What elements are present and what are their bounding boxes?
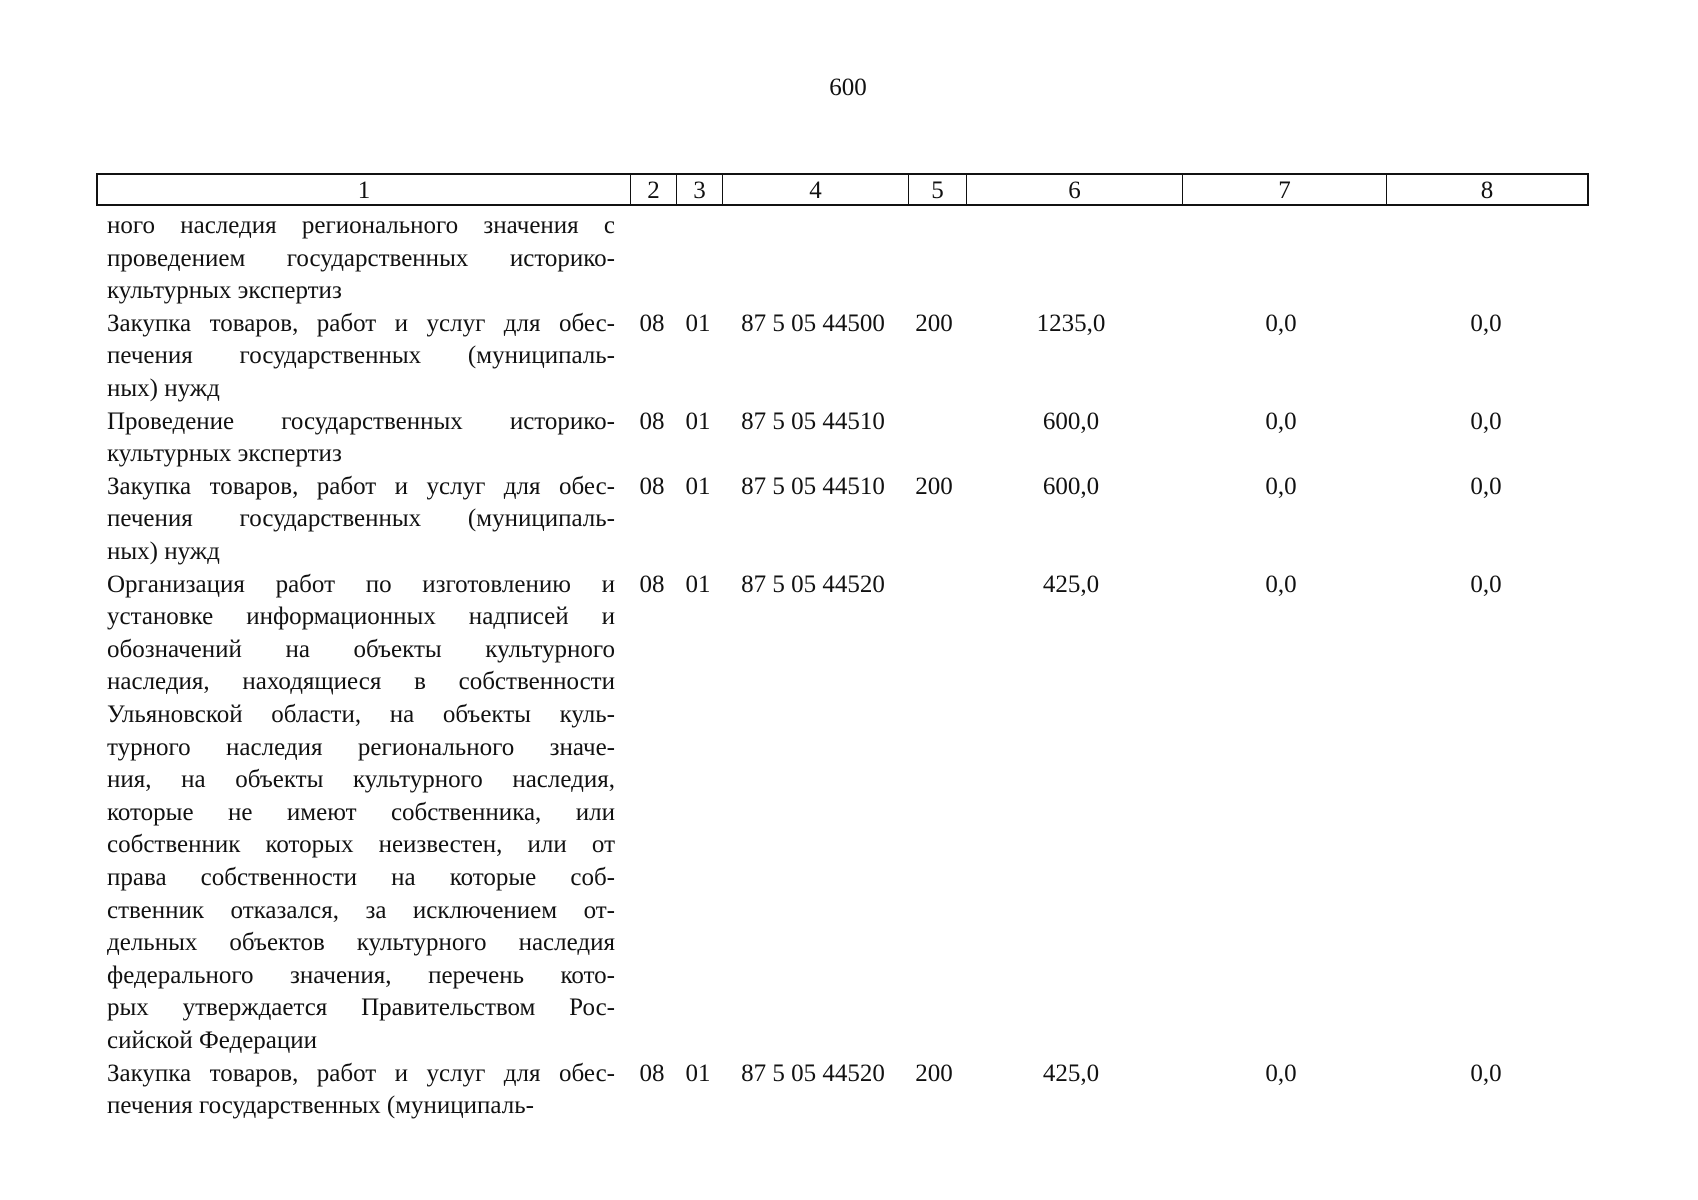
cell-col-8: 0,0 <box>1470 407 1502 435</box>
cell-col-4: 87 5 05 44510 <box>741 407 885 435</box>
description-line: рых утверждается Правительством Рос- <box>107 994 615 1022</box>
cell-col-7: 0,0 <box>1265 570 1297 598</box>
table-header-row <box>96 173 1589 206</box>
cell-col-2: 08 <box>639 407 665 435</box>
cell-col-8: 0,0 <box>1470 472 1502 500</box>
description-line: турного наследия регионального значе- <box>107 733 615 761</box>
header-col-5: 5 <box>909 175 967 206</box>
description-line: Закупка товаров, работ и услуг для обес- <box>107 309 615 337</box>
cell-col-8: 0,0 <box>1470 309 1502 337</box>
header-col-8: 8 <box>1480 177 1494 204</box>
header-col-3: 3 <box>677 175 723 206</box>
description-line: ных) нужд <box>107 374 220 402</box>
cell-col-8: 0,0 <box>1470 570 1502 598</box>
cell-col-4: 87 5 05 44510 <box>741 472 885 500</box>
description-line: права собственности на которые соб- <box>107 863 615 891</box>
description-line: обозначений на объекты культурного <box>107 635 615 663</box>
cell-col-6: 425,0 <box>1042 570 1100 598</box>
description-line: установке информационных надписей и <box>107 603 615 631</box>
description-line: Проведение государственных историко- <box>107 407 615 435</box>
description-line: проведением государственных историко- <box>107 244 615 272</box>
row-description <box>107 406 615 471</box>
row-description <box>107 210 615 308</box>
description-line: ственник отказался, за исключением от- <box>107 896 615 924</box>
description-line: федерального значения, перечень кото- <box>107 961 615 989</box>
description-line: ного наследия регионального значения с <box>107 212 615 239</box>
cell-col-2: 08 <box>639 309 665 337</box>
description-line: собственник которых неизвестен, или от <box>107 831 615 859</box>
cell-col-6: 600,0 <box>1042 472 1100 500</box>
header-col-6: 6 <box>967 175 1183 206</box>
row-description <box>107 471 615 569</box>
cell-col-3: 01 <box>685 309 711 337</box>
cell-col-2: 08 <box>639 570 665 598</box>
cell-col-8: 0,0 <box>1470 1059 1502 1087</box>
description-line: сийской Федерации <box>107 1026 318 1054</box>
cell-col-6: 425,0 <box>1042 1059 1100 1087</box>
cell-col-6: 600,0 <box>1042 407 1100 435</box>
description-line: ния, на объекты культурного наследия, <box>107 766 615 794</box>
description-line: Закупка товаров, работ и услуг для обес- <box>107 1059 615 1087</box>
cell-col-2: 08 <box>639 472 665 500</box>
cell-col-4: 87 5 05 44520 <box>741 1059 885 1087</box>
cell-col-7: 0,0 <box>1265 1059 1297 1087</box>
cell-col-3: 01 <box>685 407 711 435</box>
cell-col-2: 08 <box>639 1059 665 1087</box>
page-number: 600 <box>829 74 867 101</box>
cell-col-4: 87 5 05 44500 <box>741 309 885 337</box>
cell-col-3: 01 <box>685 570 711 598</box>
description-line: культурных экспертиз <box>107 440 342 468</box>
cell-col-3: 01 <box>685 472 711 500</box>
description-line: дельных объектов культурного наследия <box>107 929 615 957</box>
description-line: культурных экспертиз <box>107 277 342 305</box>
row-description <box>107 569 615 1058</box>
row-description <box>107 308 615 406</box>
header-col-7: 7 <box>1183 175 1387 206</box>
description-line: печения государственных (муниципаль- <box>107 505 615 533</box>
description-line: Организация работ по изготовлению и <box>107 570 615 598</box>
cell-col-3: 01 <box>685 1059 711 1087</box>
cell-col-7: 0,0 <box>1265 472 1297 500</box>
description-line: печения государственных (муниципаль- <box>107 342 615 370</box>
cell-col-7: 0,0 <box>1265 309 1297 337</box>
header-col-1: 1 <box>98 175 631 206</box>
cell-col-5: 200 <box>915 1059 953 1087</box>
cell-col-5: 200 <box>915 472 953 500</box>
description-line: Ульяновской области, на объекты куль- <box>107 700 615 728</box>
header-col-4: 4 <box>723 175 909 206</box>
header-col-2: 2 <box>631 175 677 206</box>
row-description <box>107 1058 615 1123</box>
cell-col-6: 1235,0 <box>1036 309 1106 337</box>
description-line: которые не имеют собственника, или <box>107 798 615 826</box>
description-line: Закупка товаров, работ и услуг для обес- <box>107 472 615 500</box>
description-line: печения государственных (муниципаль- <box>107 1092 534 1120</box>
cell-col-5: 200 <box>915 309 953 337</box>
cell-col-4: 87 5 05 44520 <box>741 570 885 598</box>
description-line: ных) нужд <box>107 537 220 565</box>
cell-col-7: 0,0 <box>1265 407 1297 435</box>
description-line: наследия, находящиеся в собственности <box>107 668 615 696</box>
